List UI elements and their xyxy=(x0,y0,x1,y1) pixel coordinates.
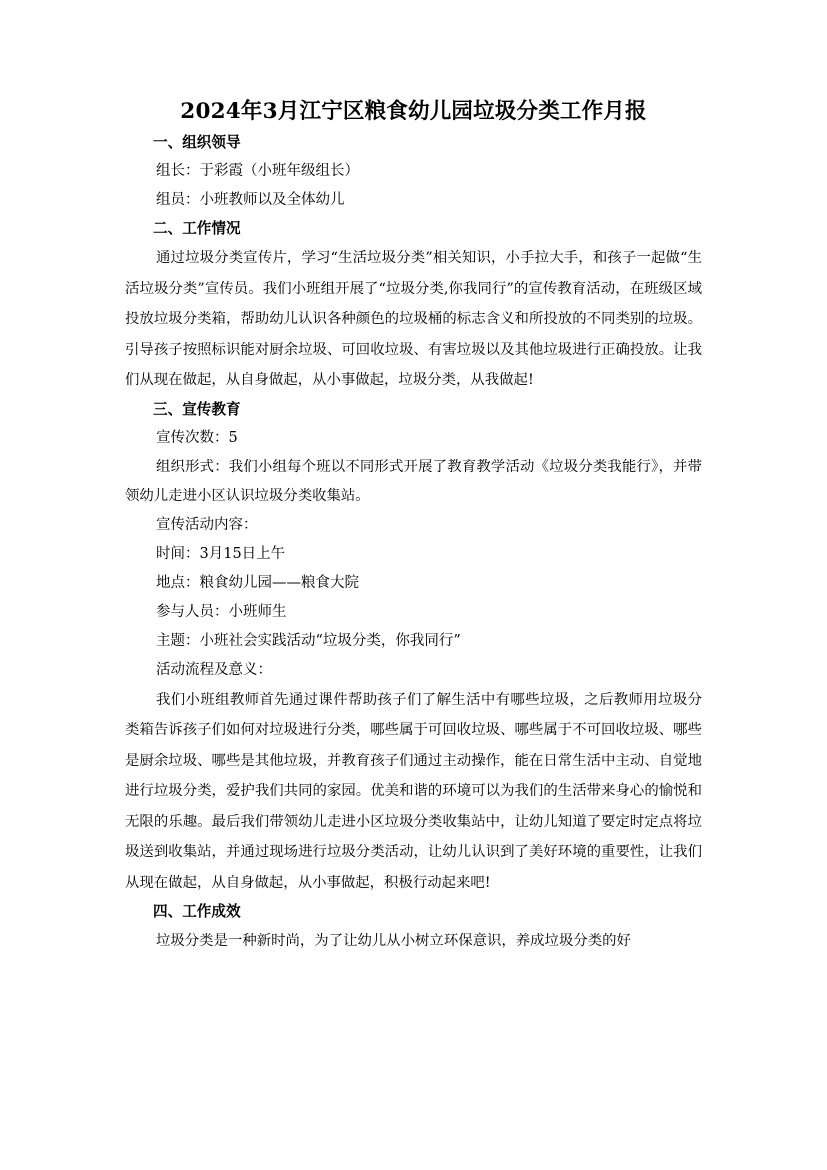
activity-place-line: 地点：粮食幼儿园——粮食大院 xyxy=(156,574,359,591)
work-status-paragraph: 通过垃圾分类宣传片，学习“生活垃圾分类”相关知识，小手拉大手，和孩子一起做“生活垃圾分类”宣传员。我们小班组开展了“垃圾分类,你我同行”的宣传教育活动，在班级区域投放垃圾分类箱，帮助幼儿认识各种颜色的垃圾桶的标志含义和所投放的不同类别的垃圾。引导孩子按照标识能对厨余垃圾、可回收垃圾、有害垃圾以及其他垃圾进行正确投放。让我们从现在做起，从自身做起，从小事做起，垃圾分类，从我做起! xyxy=(125,250,702,388)
section-heading-organization: 一、组织领导 xyxy=(153,134,241,151)
section-heading-work-status: 二、工作情况 xyxy=(153,220,241,237)
participants-line: 参与人员：小班师生 xyxy=(156,603,287,620)
leader-line: 组长：于彩霞（小班年级组长） xyxy=(156,163,359,179)
document-title: 2024年3月江宁区粮食幼儿园垃圾分类工作月报 xyxy=(180,99,647,124)
activity-process-label: 活动流程及意义： xyxy=(156,661,272,678)
members-line: 组员：小班教师以及全体幼儿 xyxy=(156,192,345,208)
publicity-count-line: 宣传次数：5 xyxy=(156,429,238,446)
activity-theme-line: 主题：小班社会实践活动“垃圾分类，你我同行” xyxy=(156,632,461,649)
section-heading-results: 四、工作成效 xyxy=(153,903,241,920)
results-paragraph: 垃圾分类是一种新时尚，为了让幼儿从小树立环保意识，养成垃圾分类的好 xyxy=(156,933,631,949)
section-heading-publicity: 三、宣传教育 xyxy=(153,400,241,418)
document-body xyxy=(125,95,702,957)
organization-form-paragraph: 组织形式：我们小组每个班以不同形式开展了教育教学活动《垃圾分类我能行》，并带领幼儿走进小区认识垃圾分类收集站。 xyxy=(125,458,702,504)
activity-content-label: 宣传活动内容： xyxy=(156,516,258,533)
activity-time-line: 时间：3月15日上午 xyxy=(156,545,286,562)
activity-process-paragraph: 我们小班组教师首先通过课件帮助孩子们了解生活中有哪些垃圾，之后教师用垃圾分类箱告诉孩子们如何对垃圾进行分类，哪些属于可回收垃圾、哪些属于不可回收垃圾、哪些是厨余垃圾、哪些是其他垃圾，并教育孩子们通过主动操作，能在日常生活中主动、自觉地进行垃圾分类，爱护我们共同的家园。优美和谐的环境可以为我们的生活带来身心的愉悦和无限的乐趣。最后我们带领幼儿走进小区垃圾分类收集站中，让幼儿知道了要定时定点将垃圾送到收集站，并通过现场进行垃圾分类活动，让幼儿认识到了美好环境的重要性，让我们从现在做起，从自身做起，从小事做起，积极行动起来吧! xyxy=(125,691,702,891)
